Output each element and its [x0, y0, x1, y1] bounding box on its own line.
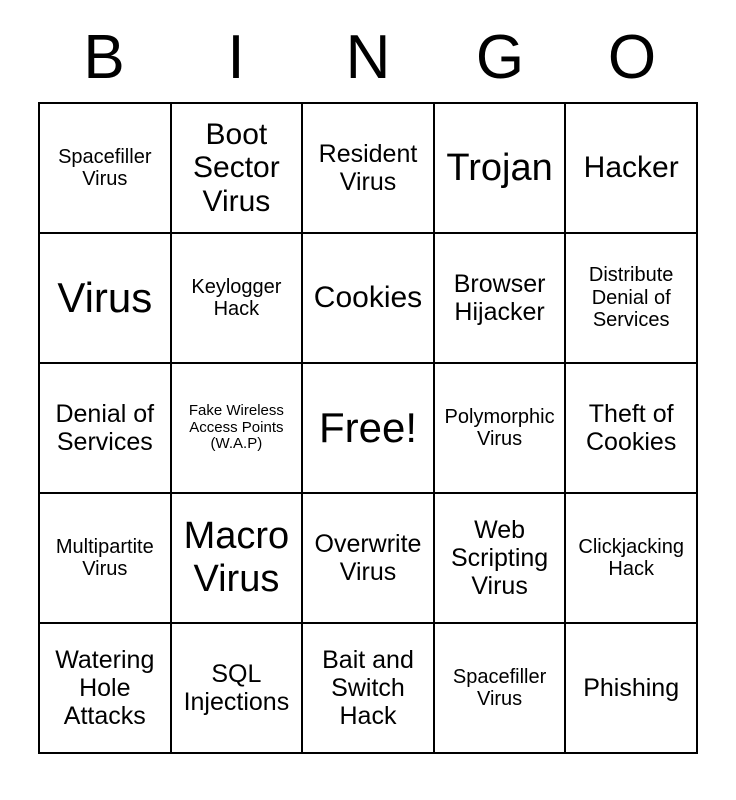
bingo-cell-label: Hacker	[583, 151, 679, 185]
bingo-cell-label: Overwrite Virus	[314, 530, 422, 586]
bingo-cell-label: Denial of Services	[55, 400, 155, 456]
bingo-row	[40, 234, 698, 364]
bingo-cell[interactable]	[566, 104, 698, 234]
bingo-cell-label: Free!	[318, 404, 417, 452]
bingo-cell[interactable]	[40, 494, 172, 624]
bingo-cell-label: Bait and Switch Hack	[322, 646, 414, 730]
bingo-cell-label: Theft of Cookies	[586, 400, 677, 456]
bingo-cell[interactable]	[172, 364, 304, 494]
bingo-header	[38, 22, 698, 94]
bingo-cell[interactable]	[172, 624, 304, 754]
bingo-cell-label: Multipartite Virus	[55, 535, 154, 580]
bingo-row	[40, 494, 698, 624]
bingo-cell-label: Resident Virus	[318, 140, 418, 196]
bingo-cell-label: Phishing	[583, 674, 680, 702]
bingo-cell[interactable]	[172, 234, 304, 364]
bingo-cell-label: Keylogger Hack	[191, 275, 282, 320]
bingo-cell-free[interactable]	[303, 364, 435, 494]
bingo-cell[interactable]	[172, 104, 304, 234]
bingo-cell-label: Cookies	[313, 281, 423, 315]
bingo-cell[interactable]	[566, 494, 698, 624]
bingo-cell[interactable]	[303, 494, 435, 624]
bingo-cell[interactable]	[566, 364, 698, 494]
bingo-cell-label: Trojan	[446, 146, 553, 189]
bingo-cell[interactable]	[40, 624, 172, 754]
bingo-cell[interactable]	[566, 234, 698, 364]
bingo-cell[interactable]	[435, 624, 567, 754]
bingo-cell-label: Web Scripting Virus	[450, 516, 549, 600]
bingo-cell[interactable]	[435, 234, 567, 364]
bingo-cell[interactable]	[172, 494, 304, 624]
bingo-cell-label: Distribute Denial of Services	[588, 264, 674, 332]
bingo-cell-label: Spacefiller Virus	[452, 665, 547, 710]
bingo-cell-label: Macro Virus	[183, 515, 290, 600]
bingo-grid	[38, 102, 698, 754]
bingo-cell[interactable]	[40, 104, 172, 234]
bingo-cell-label: Browser Hijacker	[453, 270, 546, 326]
bingo-cell-label: Clickjacking Hack	[578, 535, 684, 580]
bingo-header-letter-i: I	[227, 23, 245, 92]
bingo-cell-label: Polymorphic Virus	[444, 405, 555, 450]
bingo-header-letter-n: N	[345, 23, 391, 92]
bingo-cell[interactable]	[435, 494, 567, 624]
bingo-cell[interactable]	[435, 104, 567, 234]
bingo-header-letter-g: G	[475, 23, 525, 92]
bingo-row	[40, 104, 698, 234]
bingo-header-letter-o: O	[607, 23, 657, 92]
bingo-row	[40, 624, 698, 754]
bingo-cell-label: Fake Wireless Access Points (W.A.P)	[188, 401, 284, 453]
bingo-cell[interactable]	[566, 624, 698, 754]
bingo-cell-label: Watering Hole Attacks	[55, 646, 155, 730]
bingo-cell[interactable]	[435, 364, 567, 494]
bingo-cell[interactable]	[303, 624, 435, 754]
bingo-cell[interactable]	[40, 234, 172, 364]
bingo-cell[interactable]	[303, 234, 435, 364]
bingo-cell-label: Spacefiller Virus	[58, 145, 152, 190]
bingo-cell-label: SQL Injections	[183, 660, 290, 716]
bingo-cell[interactable]	[303, 104, 435, 234]
bingo-row	[40, 364, 698, 494]
bingo-cell-label: Boot Sector Virus	[193, 117, 280, 218]
bingo-header-letter-b: B	[83, 23, 125, 92]
bingo-cell-label: Virus	[57, 274, 153, 322]
bingo-cell[interactable]	[40, 364, 172, 494]
